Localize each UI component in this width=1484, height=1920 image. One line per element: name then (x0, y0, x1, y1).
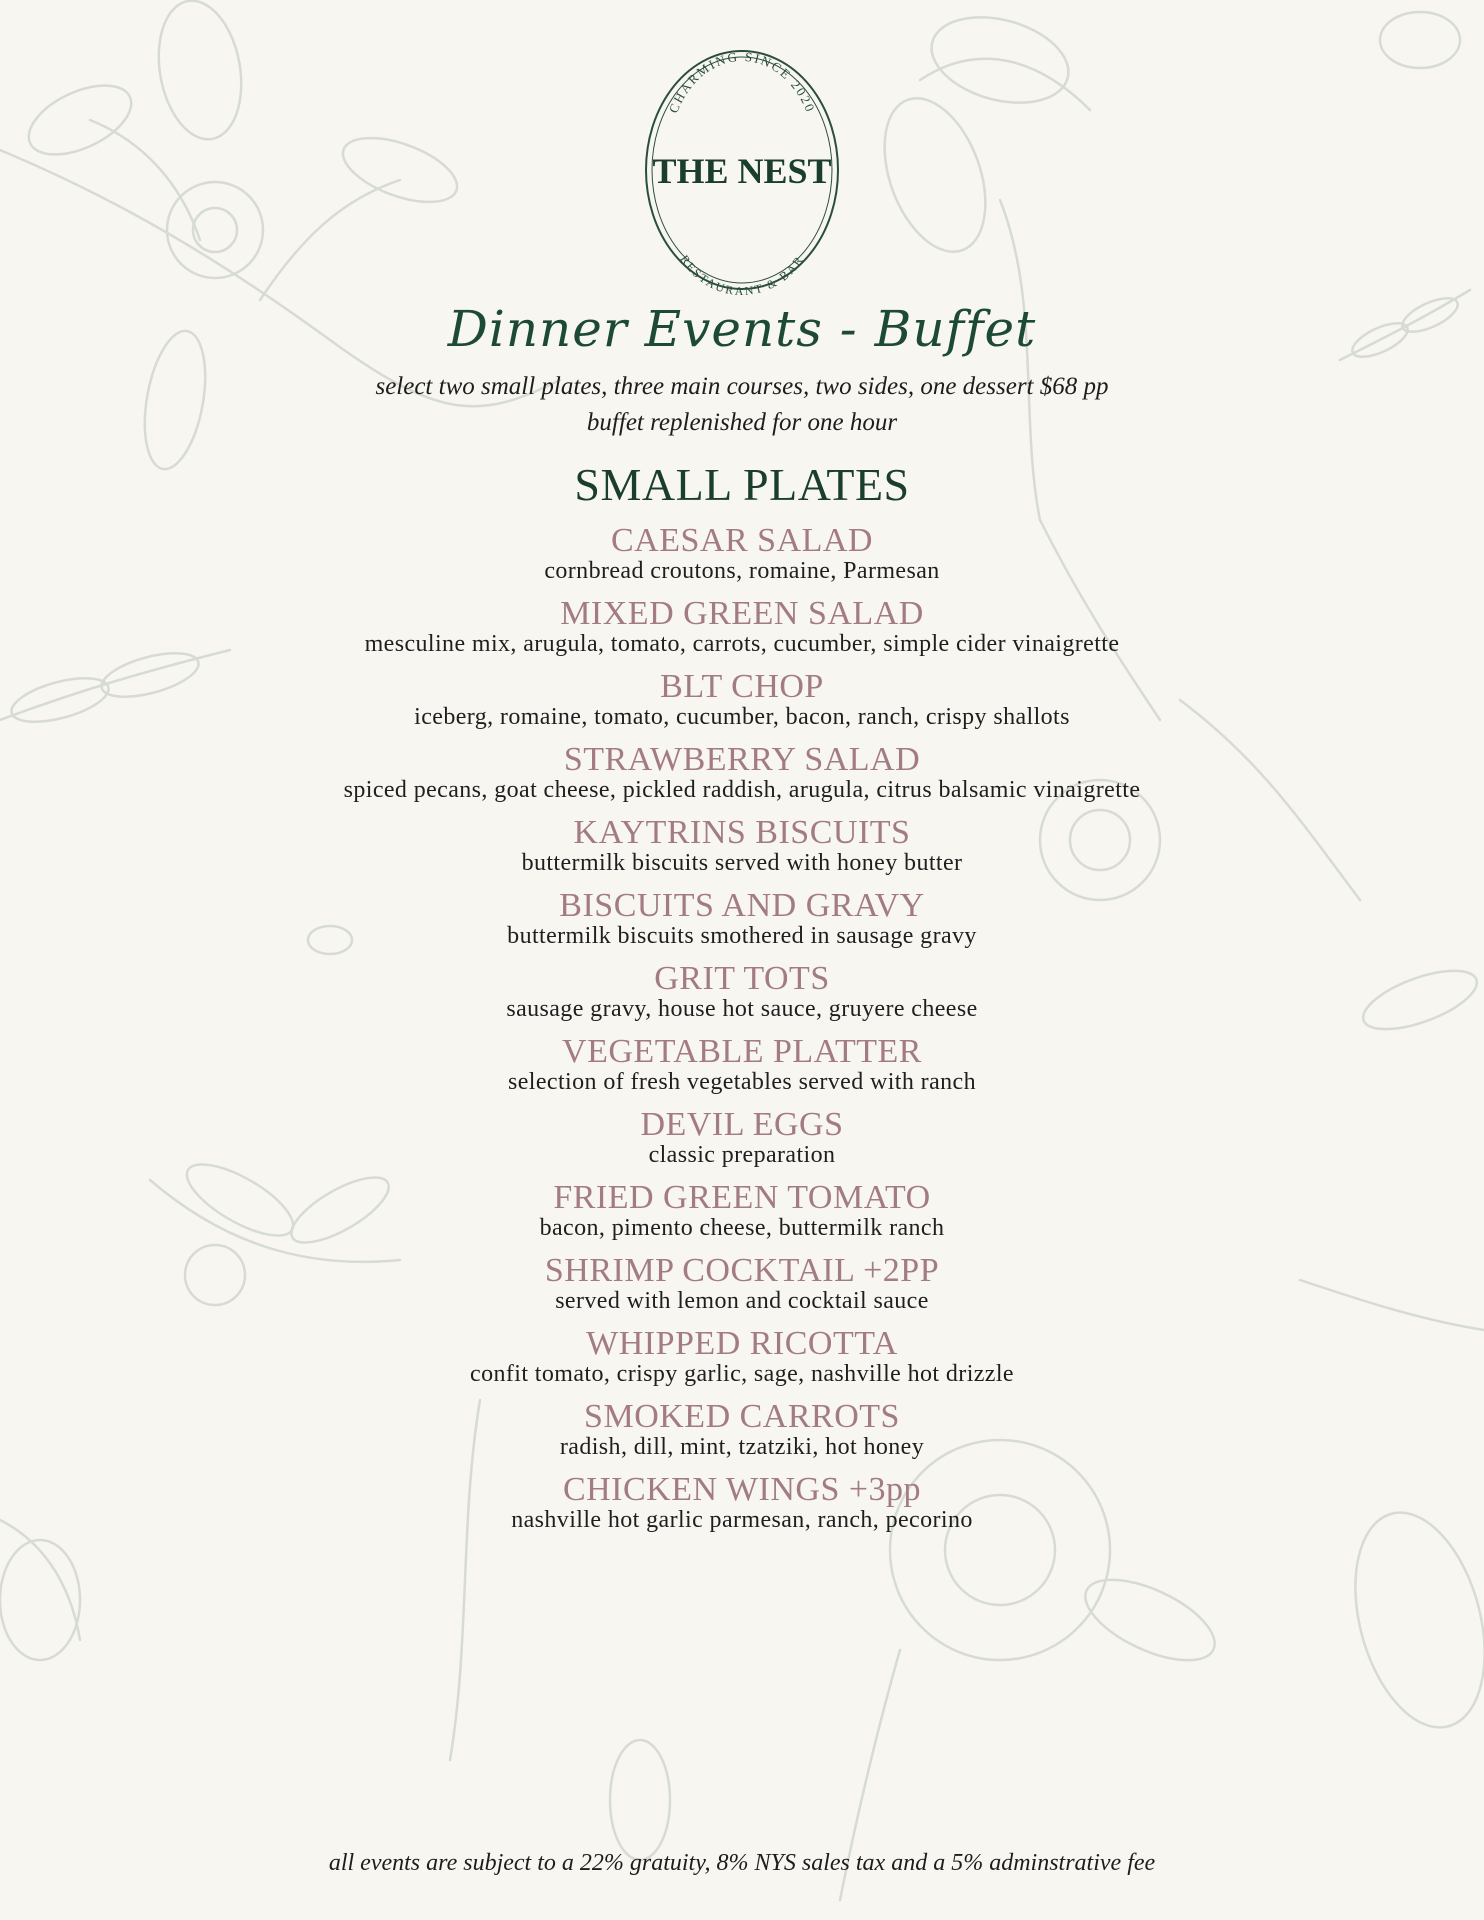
svg-text:RESTAURANT & BAR: RESTAURANT & BAR (677, 252, 807, 295)
menu-item-description: iceberg, romaine, tomato, cucumber, bacon, ranch, crispy shallots (414, 704, 1070, 730)
menu-item-name: CAESAR SALAD (611, 522, 873, 559)
menu-item-name: SHRIMP COCKTAIL +2PP (544, 1252, 940, 1289)
svg-text:THE NEST: THE NEST (652, 151, 832, 191)
replenish-subtitle: buffet replenished for one hour (586, 409, 898, 436)
menu-item (0, 1253, 1484, 1326)
menu-item-name: FRIED GREEN TOMATO (553, 1179, 931, 1216)
menu-item-name: STRAWBERRY SALAD (563, 741, 921, 778)
menu-item (0, 596, 1484, 669)
menu-item-description: classic preparation (648, 1142, 836, 1168)
menu-item-description: served with lemon and cocktail sauce (555, 1288, 929, 1314)
menu-item (0, 961, 1484, 1034)
menu-item (0, 888, 1484, 961)
pricing-subtitle: select two small plates, three main courses, two sides, one dessert $68 pp (375, 373, 1109, 400)
menu-item-description: spiced pecans, goat cheese, pickled raddish, arugula, citrus balsamic vinaigrette (343, 777, 1141, 803)
section-heading-small-plates: SMALL PLATES (574, 459, 910, 510)
menu-item (0, 523, 1484, 596)
menu-item (0, 1472, 1484, 1545)
menu-item-name: BLT CHOP (660, 668, 824, 705)
menu-item (0, 1107, 1484, 1180)
menu-item (0, 1326, 1484, 1399)
the-nest-logo-seal (640, 45, 844, 295)
menu-item-name: WHIPPED RICOTTA (586, 1325, 898, 1362)
menu-item-description: bacon, pimento cheese, buttermilk ranch (539, 1215, 945, 1241)
menu-item (0, 669, 1484, 742)
menu-item-name: DEVIL EGGS (640, 1106, 844, 1143)
svg-text:CHARMING SINCE 2020: CHARMING SINCE 2020 (665, 48, 819, 116)
menu-item-name: KAYTRINS BISCUITS (573, 814, 911, 851)
menu-item (0, 1399, 1484, 1472)
menu-item-name: VEGETABLE PLATTER (562, 1033, 922, 1070)
footer-fee-notice: all events are subject to a 22% gratuity, 8% NYS sales tax and a 5% adminstrative fee (328, 1850, 1156, 1876)
menu-item-description: cornbread croutons, romaine, Parmesan (544, 558, 940, 584)
menu-item (0, 742, 1484, 815)
menu-item (0, 1034, 1484, 1107)
menu-item-name: GRIT TOTS (654, 960, 830, 997)
menu-item (0, 1180, 1484, 1253)
menu-item-description: buttermilk biscuits smothered in sausage gravy (507, 923, 977, 949)
menu-item (0, 815, 1484, 888)
page-title: Dinner Events - Buffet (447, 300, 1037, 358)
menu-item-description: sausage gravy, house hot sauce, gruyere cheese (506, 996, 978, 1022)
menu-item-name: SMOKED CARROTS (584, 1398, 900, 1435)
menu-item-description: confit tomato, crispy garlic, sage, nashville hot drizzle (470, 1361, 1014, 1387)
menu-item-description: nashville hot garlic parmesan, ranch, pecorino (511, 1507, 973, 1533)
menu-item-description: mesculine mix, arugula, tomato, carrots, cucumber, simple cider vinaigrette (364, 631, 1120, 657)
menu-item-name: BISCUITS AND GRAVY (559, 887, 925, 924)
menu-item-name: MIXED GREEN SALAD (560, 595, 924, 632)
menu-item-description: buttermilk biscuits served with honey butter (521, 850, 963, 876)
small-plates-list (0, 523, 1484, 1545)
menu-item-name: CHICKEN WINGS +3pp (562, 1471, 922, 1508)
menu-item-description: selection of fresh vegetables served with ranch (508, 1069, 976, 1095)
menu-item-description: radish, dill, mint, tzatziki, hot honey (559, 1434, 925, 1460)
